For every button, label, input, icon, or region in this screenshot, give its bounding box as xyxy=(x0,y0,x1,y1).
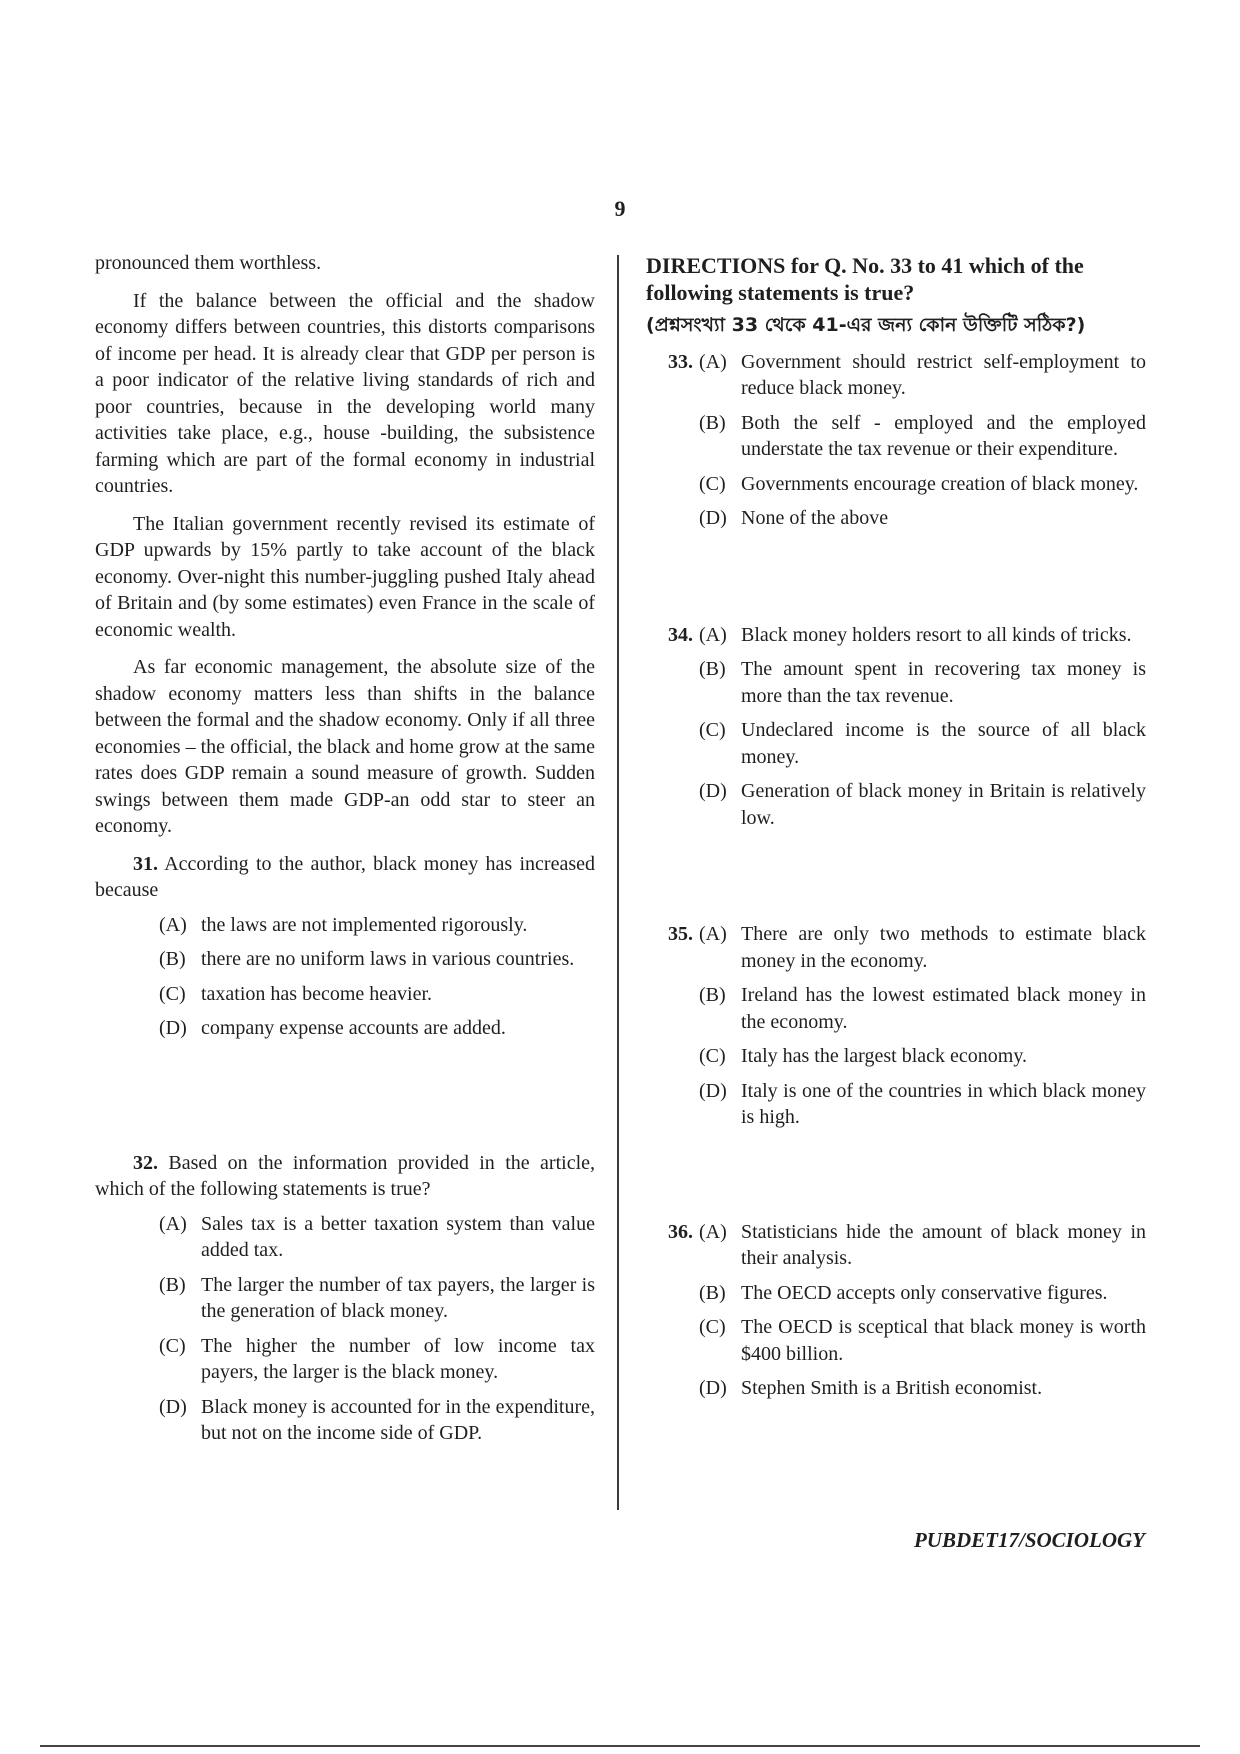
option-label: (C) xyxy=(699,472,726,495)
option-text: Generation of black money in Britain is relatively low. xyxy=(741,780,1146,829)
question-32 xyxy=(95,1150,595,1447)
option-label: (B) xyxy=(699,411,726,434)
option-b[interactable] xyxy=(159,946,595,973)
left-column xyxy=(95,250,595,1455)
option-text: Governments encourage creation of black money. xyxy=(741,472,1139,495)
question-number: 32. xyxy=(133,1151,158,1174)
option-label: (D) xyxy=(159,1017,187,1039)
option-text: Ireland has the lowest estimated black money in the economy. xyxy=(741,984,1146,1033)
option-text: the laws are not implemented rigorously. xyxy=(201,913,528,936)
option-text: Italy is one of the countries in which black money is high. xyxy=(741,1079,1146,1128)
question-35 xyxy=(646,921,1146,1131)
option-text: Undeclared income is the source of all black money. xyxy=(741,719,1146,768)
question-stem xyxy=(95,1150,595,1203)
option-label: (B) xyxy=(159,948,186,970)
question-number: 34. xyxy=(668,623,693,646)
option-label: (B) xyxy=(699,984,726,1006)
option-b[interactable] xyxy=(699,982,1146,1035)
option-label: (D) xyxy=(699,1377,727,1399)
option-text: The amount spent in recovering tax money is more than the tax revenue. xyxy=(741,658,1146,707)
option-text: None of the above xyxy=(741,507,889,529)
option-text: The OECD is sceptical that black money is worth $400 billion. xyxy=(741,1316,1146,1365)
option-text: The larger the number of tax payers, the larger is the generation of black money. xyxy=(201,1273,595,1322)
option-a[interactable] xyxy=(699,349,1146,402)
question-text: Based on the information provided in the article, which of the following statements is true? xyxy=(95,1151,596,1200)
option-b[interactable] xyxy=(699,410,1146,463)
option-c[interactable] xyxy=(159,1333,595,1386)
option-label: (A) xyxy=(159,1212,187,1235)
option-c[interactable] xyxy=(699,1314,1146,1367)
option-c[interactable] xyxy=(699,1043,1146,1070)
option-text: Stephen Smith is a British economist. xyxy=(741,1377,1043,1399)
option-label: (C) xyxy=(699,1316,726,1338)
option-label: (A) xyxy=(699,1220,727,1243)
question-34 xyxy=(646,622,1146,832)
passage-paragraph: If the balance between the official and the shadow economy differs between countries, this distorts comparisons of income per head. It is already clear that GDP per person is a poor indicator of the relative living standards of rich and poor countries, because in the developing world many activities take place, e.g., house -building, the subsistence farming which are part of the formal economy in industrial countries. xyxy=(95,289,595,497)
option-b[interactable] xyxy=(699,656,1146,709)
question-number: 35. xyxy=(668,923,693,945)
column-divider xyxy=(617,255,619,1510)
option-text: The OECD accepts only conservative figures. xyxy=(741,1281,1108,1304)
question-stem xyxy=(95,851,595,904)
option-text: there are no uniform laws in various countries. xyxy=(201,948,575,970)
option-text: Sales tax is a better taxation system than value added tax. xyxy=(201,1212,595,1261)
option-a[interactable] xyxy=(159,1211,595,1264)
option-c[interactable] xyxy=(159,981,595,1008)
scan-edge-line xyxy=(40,1745,1200,1747)
option-b[interactable] xyxy=(699,1280,1146,1307)
directions-bengali: (প্রশ্নসংখ্যা 33 থেকে 41-এর জন্য কোন উক্তিটি সঠিক?) xyxy=(646,314,1086,336)
option-text: Black money holders resort to all kinds of tricks. xyxy=(741,623,1132,646)
option-text: Italy has the largest black economy. xyxy=(741,1045,1028,1067)
option-text: company expense accounts are added. xyxy=(201,1017,506,1039)
question-number: 31. xyxy=(133,852,158,875)
option-d[interactable] xyxy=(699,778,1146,831)
option-text: The higher the number of low income tax payers, the larger is the black money. xyxy=(201,1334,595,1383)
option-text: Both the self - employed and the employed understate the tax revenue or their expenditure. xyxy=(741,411,1146,460)
option-label: (A) xyxy=(699,923,727,945)
option-label: (A) xyxy=(699,623,727,646)
option-c[interactable] xyxy=(699,717,1146,770)
question-33 xyxy=(646,349,1146,532)
option-text: Statisticians hide the amount of black money in their analysis. xyxy=(741,1220,1146,1269)
option-text: Black money is accounted for in the expenditure, but not on the income side of GDP. xyxy=(201,1395,595,1444)
option-label: (B) xyxy=(699,658,726,680)
page-number: 9 xyxy=(614,196,626,221)
paper-code-footer: PUBDET17/SOCIOLOGY xyxy=(913,1528,1145,1552)
option-label: (C) xyxy=(159,982,186,1005)
option-d[interactable] xyxy=(159,1015,595,1042)
option-label: (A) xyxy=(159,913,187,936)
option-a[interactable] xyxy=(699,921,1146,974)
option-text: Government should restrict self-employment to reduce black money. xyxy=(741,350,1146,399)
option-label: (D) xyxy=(699,780,727,802)
question-text: According to the author, black money has increased because xyxy=(95,852,596,901)
option-c[interactable] xyxy=(699,471,1146,498)
option-label: (C) xyxy=(159,1334,186,1357)
option-d[interactable] xyxy=(699,1078,1146,1131)
question-36 xyxy=(646,1219,1146,1402)
question-31 xyxy=(95,851,595,1042)
option-label: (C) xyxy=(699,719,726,741)
option-label: (A) xyxy=(699,350,727,373)
option-d[interactable] xyxy=(699,505,1146,532)
option-d[interactable] xyxy=(159,1394,595,1447)
question-number: 36. xyxy=(668,1220,693,1243)
option-label: (B) xyxy=(699,1281,726,1304)
passage-paragraph: As far economic management, the absolute size of the shadow economy matters less than shifts in the balance between the formal and the shadow economy. Only if all three economies – the official, the black and home grow at the same rates does GDP remain a sound measure of growth. Sudden swings between them made GDP-an odd star to steer an economy. xyxy=(95,656,595,837)
option-a[interactable] xyxy=(699,1219,1146,1272)
option-text: There are only two methods to estimate black money in the economy. xyxy=(741,923,1146,972)
option-b[interactable] xyxy=(159,1272,595,1325)
question-number: 33. xyxy=(668,350,693,373)
option-label: (D) xyxy=(159,1395,187,1418)
directions-heading: DIRECTIONS for Q. No. 33 to 41 which of the following statements is true? xyxy=(646,253,1084,305)
option-label: (D) xyxy=(699,507,727,529)
right-column xyxy=(646,252,1146,1410)
option-label: (B) xyxy=(159,1273,186,1296)
option-text: taxation has become heavier. xyxy=(201,982,433,1005)
option-a[interactable] xyxy=(159,912,595,939)
passage-paragraph: pronounced them worthless. xyxy=(95,252,322,274)
option-d[interactable] xyxy=(699,1375,1146,1402)
passage-paragraph: The Italian government recently revised its estimate of GDP upwards by 15% partly to take account of the black economy. Over-night this number-juggling pushed Italy ahead of Britain and (by some estimates) even France in the scale of economic wealth. xyxy=(95,512,595,641)
option-label: (C) xyxy=(699,1045,726,1067)
option-a[interactable] xyxy=(699,622,1146,649)
option-label: (D) xyxy=(699,1079,727,1102)
